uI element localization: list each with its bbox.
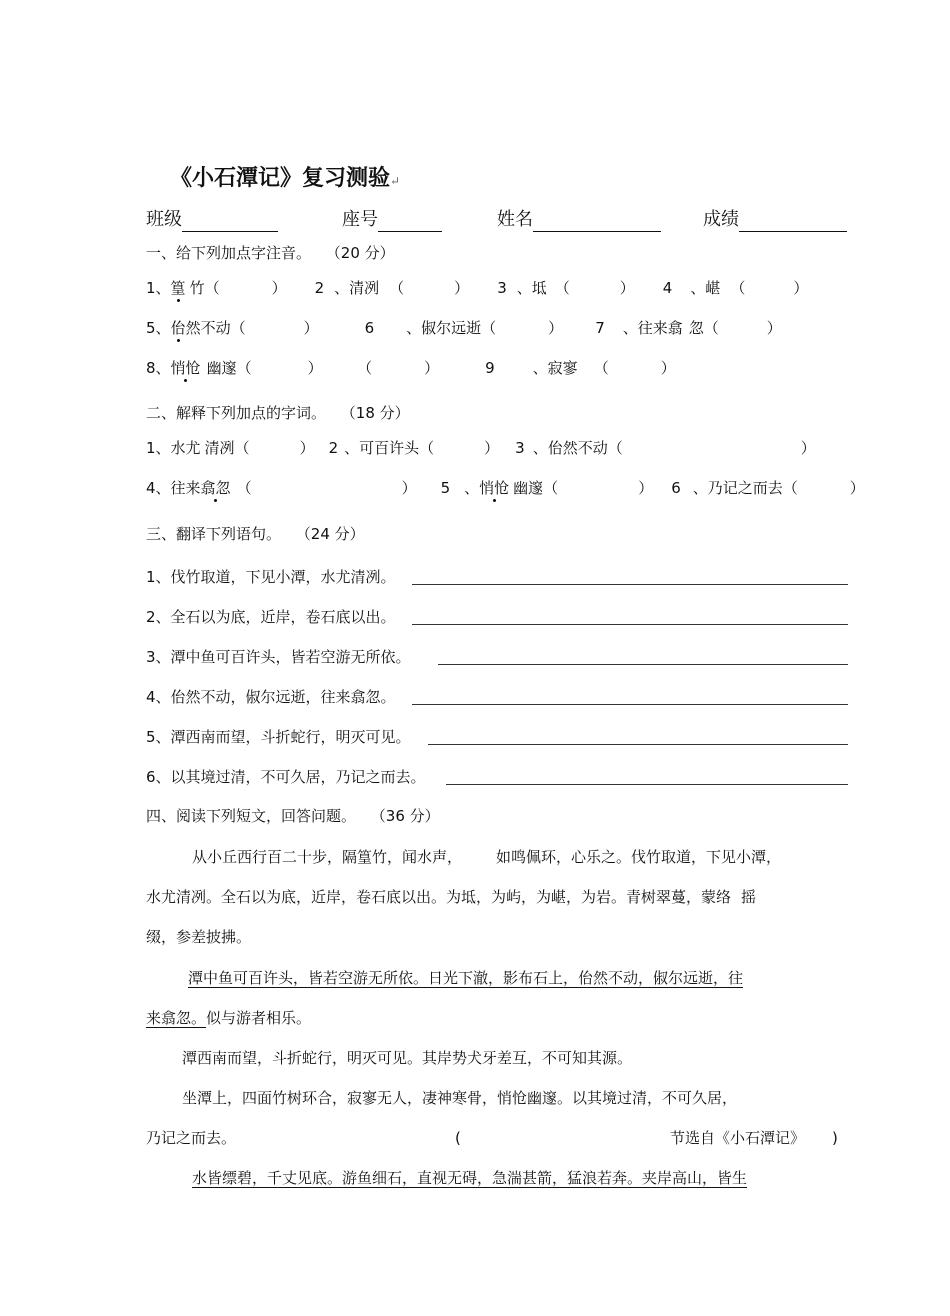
dotted-chars: 悄怆 xyxy=(479,479,510,497)
passage-line xyxy=(146,1008,311,1028)
paren-close: ） xyxy=(424,359,440,377)
q-text: 、乃记之而 xyxy=(692,479,768,497)
q-text: 幽邃（ xyxy=(513,479,559,497)
answer-line[interactable] xyxy=(412,704,848,705)
q-num: 2 xyxy=(314,279,325,297)
section-1-heading xyxy=(146,243,395,263)
section-4-title: 四、阅读下列短文，回答问题。 xyxy=(146,807,357,825)
passage-text: 摇 xyxy=(741,888,757,906)
name-label: 姓名 xyxy=(497,209,533,230)
paren-close: ） xyxy=(766,319,782,337)
seat-field xyxy=(342,208,442,232)
q-text: 、佁然 xyxy=(532,439,578,457)
paren-close: ） xyxy=(548,319,564,337)
passage-text: 水尤清冽。全石以为底，近岸，卷石底以出。为坻，为屿，为嵁，为岩。青树翠蔓，蒙络 xyxy=(146,888,732,906)
q-num: 3 xyxy=(515,439,525,457)
q-num: 8、 xyxy=(146,359,171,377)
q-text: 、可 xyxy=(344,439,375,457)
translate-item: 3、潭中鱼可百许头，皆若空游无所依。 xyxy=(146,648,411,666)
paren-close: ） xyxy=(660,359,676,377)
score-label: 成绩 xyxy=(703,209,739,230)
answer-line[interactable] xyxy=(428,744,848,745)
s2-row-2 xyxy=(146,478,865,498)
answer-line[interactable] xyxy=(412,624,848,625)
s1-row-2 xyxy=(146,318,782,338)
passage-underlined-text: 来翕忽。 xyxy=(146,1009,207,1027)
paren-close: ） xyxy=(401,479,417,497)
translate-item: 6、以其境过清，不可久居，乃记之而去。 xyxy=(146,768,426,786)
section-1-score: （20 分） xyxy=(325,244,395,262)
passage-line: 缀，参差披拂。 xyxy=(146,928,252,946)
q-text: 去（ xyxy=(767,479,798,497)
q-text: 清冽（ xyxy=(204,439,250,457)
paren-close: ） xyxy=(800,439,816,457)
section-4-heading xyxy=(146,806,440,826)
answer-line[interactable] xyxy=(438,664,848,665)
paren-close: ） xyxy=(271,279,287,297)
seat-label: 座号 xyxy=(342,209,378,230)
dotted-chars: 翕忽 xyxy=(200,479,231,497)
answer-line[interactable] xyxy=(446,784,848,785)
q-num: 5、 xyxy=(146,319,171,337)
q-num: 4 xyxy=(662,279,673,297)
seat-blank[interactable] xyxy=(378,213,442,232)
dotted-char: 佁 xyxy=(170,319,186,337)
passage-underlined-line: 水皆缥碧，千丈见底。游鱼细石，直视无碍，急湍甚箭，猛浪若奔。夹岸高山，皆生 xyxy=(192,1169,748,1187)
passage-line: 潭西南而望，斗折蛇行，明灭可见。其岸势犬牙差互，不可知其源。 xyxy=(182,1049,633,1067)
paren-close: ） xyxy=(484,439,500,457)
name-field xyxy=(497,208,661,232)
q-text: 、 xyxy=(464,479,480,497)
passage-text: 从小丘西行百二十步，隔篁竹，闻水声， xyxy=(192,848,463,866)
passage-text: 如鸣佩环，心乐之。伐竹取道，下见小潭， xyxy=(496,848,782,866)
q-text: 竹（ xyxy=(189,279,220,297)
paren-open: （ xyxy=(730,279,746,297)
paren-open: （ xyxy=(554,279,570,297)
paren-open: （ xyxy=(236,479,252,497)
q-num: 2 xyxy=(328,439,339,457)
q-num: 6 xyxy=(364,319,375,337)
source-paren-close: ) xyxy=(832,1129,838,1147)
q-num: 7 xyxy=(595,319,605,337)
q-text: 然不动（ xyxy=(185,319,246,337)
q-text: 1、水尤 xyxy=(146,439,201,457)
paren-open: （ xyxy=(593,359,609,377)
paren-close: ） xyxy=(307,359,323,377)
translate-item: 1、伐竹取道，下见小潭，水尤清冽。 xyxy=(146,568,396,586)
section-3-heading xyxy=(146,524,365,544)
q-text: 尔远逝（ xyxy=(436,319,497,337)
dotted-chars: 悄怆 xyxy=(170,359,201,377)
passage-text: 似与游者相乐。 xyxy=(206,1009,312,1027)
dotted-char: 篁 xyxy=(170,279,186,297)
class-label: 班级 xyxy=(146,209,182,230)
translate-item: 4、佁然不动，俶尔远逝，往来翕忽。 xyxy=(146,688,396,706)
page-title xyxy=(170,163,400,196)
q-text: 、坻 xyxy=(516,279,547,297)
s1-row-1 xyxy=(146,278,808,298)
paren-close: ） xyxy=(299,439,315,457)
section-3-title: 三、翻译下列语句。 xyxy=(146,525,282,543)
section-1-title: 一、给下列加点字注音。 xyxy=(146,244,312,262)
title-text: 《小石潭记》复习测验 xyxy=(170,165,391,191)
score-blank[interactable] xyxy=(739,213,847,232)
section-2-heading xyxy=(146,403,410,423)
q-num: 5 xyxy=(440,479,451,497)
score-field xyxy=(703,208,847,232)
paren-close: ） xyxy=(303,319,319,337)
paren-close: ） xyxy=(454,279,470,297)
q-text: 、清冽 xyxy=(334,279,380,297)
paren-close: ） xyxy=(849,479,865,497)
q-num: 1、 xyxy=(146,279,171,297)
q-text: 幽邃（ xyxy=(206,359,252,377)
q-text: 、寂寥 xyxy=(532,359,578,377)
paren-close: ） xyxy=(638,479,654,497)
q-text: 百许头（ xyxy=(374,439,435,457)
return-mark-icon: ↵ xyxy=(390,174,401,188)
answer-line[interactable] xyxy=(412,584,848,585)
passage-line xyxy=(146,887,756,907)
q-text: 、嵁 xyxy=(690,279,721,297)
paren-close: ） xyxy=(793,279,809,297)
q-text: 忽（ xyxy=(688,319,719,337)
source-paren-open: ( xyxy=(455,1129,461,1147)
q-num: 9 xyxy=(485,359,495,377)
section-4-score: （36 分） xyxy=(370,807,440,825)
q-text: 4、往来 xyxy=(146,479,201,497)
s1-row-3 xyxy=(146,358,676,378)
section-2-title: 二、解释下列加点的字词。 xyxy=(146,404,327,422)
translate-item: 5、潭西南而望，斗折蛇行，明灭可见。 xyxy=(146,728,411,746)
section-2-score: （18 分） xyxy=(340,404,410,422)
source-note: 节选自《小石潭记》 xyxy=(670,1129,806,1147)
passage-line: 乃记之而去。 xyxy=(146,1129,237,1147)
paren-open: （ xyxy=(389,279,405,297)
q-text: 、往来翕 xyxy=(622,319,683,337)
q-text: 不动（ xyxy=(577,439,623,457)
section-3-score: （24 分） xyxy=(295,525,365,543)
translate-item: 2、全石以为底，近岸，卷石底以出。 xyxy=(146,608,396,626)
q-num: 6 xyxy=(671,479,681,497)
paren-close: ） xyxy=(619,279,635,297)
class-blank[interactable] xyxy=(182,213,278,232)
passage-underlined-line: 潭中鱼可百许头，皆若空游无所依。日光下澈，影布石上，佁然不动，俶尔远逝，往 xyxy=(188,969,744,987)
passage-line: 坐潭上，四面竹树环合，寂寥无人，凄神寒骨，悄怆幽邃。以其境过清，不可久居， xyxy=(182,1089,738,1107)
paren-open: （ xyxy=(364,359,373,377)
class-field xyxy=(146,208,278,232)
s2-row-1 xyxy=(146,438,816,458)
passage-line xyxy=(192,847,781,867)
q-text: 、俶 xyxy=(406,319,437,337)
q-num: 3 xyxy=(497,279,507,297)
name-blank[interactable] xyxy=(533,213,661,232)
